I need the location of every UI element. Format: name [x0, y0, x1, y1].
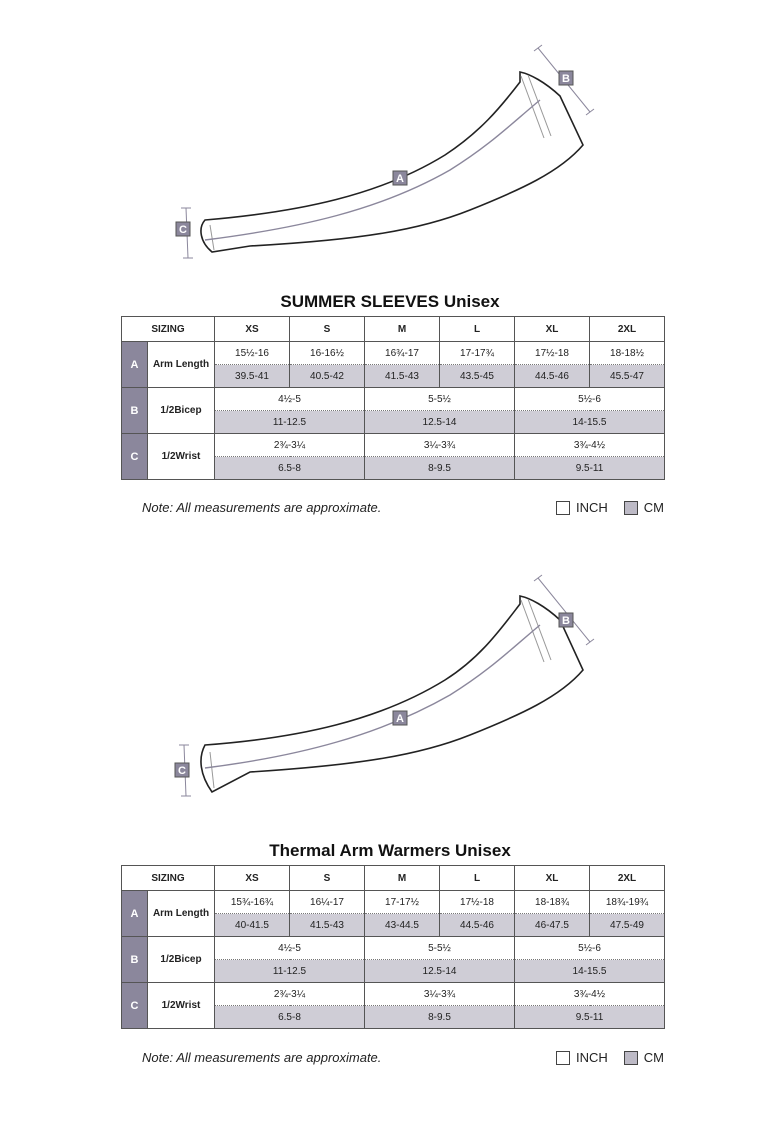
cm-cell: 41.5-43	[290, 914, 365, 937]
inch-cell: 3¼-3¾	[365, 434, 515, 457]
inch-swatch	[556, 501, 570, 515]
cm-cell: 6.5-8	[215, 457, 365, 480]
inch-cell: 4½-5	[215, 937, 365, 960]
row-letter: B	[122, 937, 148, 983]
svg-text:A: A	[396, 713, 404, 725]
col-header: 2XL	[590, 866, 665, 891]
svg-text:C: C	[179, 224, 187, 236]
cm-cell: 9.5-11	[515, 1006, 665, 1029]
cm-cell: 12.5-14	[365, 411, 515, 434]
cm-swatch	[624, 501, 638, 515]
col-header: S	[290, 317, 365, 342]
col-header: M	[365, 317, 440, 342]
col-header: L	[440, 317, 515, 342]
summer-size-table	[121, 316, 665, 480]
row-letter: B	[122, 388, 148, 434]
thermal-note: Note: All measurements are approximate.	[142, 1050, 382, 1065]
sleeve-outline	[201, 72, 583, 252]
cm-legend-label: CM	[643, 500, 664, 515]
row-label: 1/2Bicep	[148, 388, 215, 434]
inch-cell: 17-17¾	[440, 342, 515, 365]
col-header: XL	[515, 866, 590, 891]
inch-cell: 18-18¾	[515, 891, 590, 914]
cm-cell: 8-9.5	[365, 457, 515, 480]
cm-cell: 41.5-43	[365, 365, 440, 388]
col-header: S	[290, 866, 365, 891]
row-label: 1/2Bicep	[148, 937, 215, 983]
inch-legend-label: INCH	[576, 1050, 608, 1065]
cm-cell: 6.5-8	[215, 1006, 365, 1029]
svg-text:A: A	[396, 173, 404, 185]
cm-cell: 9.5-11	[515, 457, 665, 480]
inch-swatch	[556, 1051, 570, 1065]
inch-cell: 3¼-3¾	[365, 983, 515, 1006]
inch-cell: 2¾-3¼	[215, 983, 365, 1006]
row-label: Arm Length	[148, 342, 215, 388]
cm-cell: 43-44.5	[365, 914, 440, 937]
summer-sleeve-diagram	[0, 20, 780, 290]
inch-cell: 17½-18	[440, 891, 515, 914]
inch-cell: 18¾-19¾	[590, 891, 665, 914]
svg-text:B: B	[562, 615, 570, 627]
sleeve-outline	[201, 596, 583, 792]
cm-cell: 44.5-46	[515, 365, 590, 388]
svg-text:C: C	[178, 765, 186, 777]
summer-note: Note: All measurements are approximate.	[142, 500, 382, 515]
inch-cell: 5½-6	[515, 937, 665, 960]
row-label: 1/2Wrist	[148, 434, 215, 480]
cm-cell: 11-12.5	[215, 960, 365, 983]
inch-cell: 3¾-4½	[515, 983, 665, 1006]
inch-cell: 2¾-3¼	[215, 434, 365, 457]
col-header: L	[440, 866, 515, 891]
cm-cell: 47.5-49	[590, 914, 665, 937]
inch-cell: 17-17½	[365, 891, 440, 914]
inch-cell: 5-5½	[365, 937, 515, 960]
row-letter: C	[122, 434, 148, 480]
inch-cell: 5½-6	[515, 388, 665, 411]
cm-cell: 39.5-41	[215, 365, 290, 388]
cm-cell: 40-41.5	[215, 914, 290, 937]
inch-cell: 3¾-4½	[515, 434, 665, 457]
cm-cell: 14-15.5	[515, 411, 665, 434]
summer-legend	[556, 500, 664, 515]
inch-cell: 5-5½	[365, 388, 515, 411]
col-header: XL	[515, 317, 590, 342]
cm-cell: 40.5-42	[290, 365, 365, 388]
col-header: XS	[215, 317, 290, 342]
inch-cell: 15½-16	[215, 342, 290, 365]
cm-cell: 11-12.5	[215, 411, 365, 434]
cm-cell: 46-47.5	[515, 914, 590, 937]
thermal-sleeve-diagram	[0, 570, 780, 840]
inch-cell: 16-16½	[290, 342, 365, 365]
inch-cell: 15¾-16¾	[215, 891, 290, 914]
inch-legend-label: INCH	[576, 500, 608, 515]
cm-cell: 8-9.5	[365, 1006, 515, 1029]
inch-cell: 18-18½	[590, 342, 665, 365]
inch-cell: 4½-5	[215, 388, 365, 411]
thermal-title: Thermal Arm Warmers Unisex	[269, 841, 511, 860]
thermal-size-table	[121, 865, 665, 1029]
row-label: 1/2Wrist	[148, 983, 215, 1029]
cm-cell: 12.5-14	[365, 960, 515, 983]
inch-cell: 16¾-17	[365, 342, 440, 365]
summer-title: SUMMER SLEEVES Unisex	[280, 292, 500, 311]
row-letter: A	[122, 342, 148, 388]
cm-cell: 14-15.5	[515, 960, 665, 983]
svg-text:B: B	[562, 73, 570, 85]
row-letter: C	[122, 983, 148, 1029]
cm-swatch	[624, 1051, 638, 1065]
inch-cell: 17½-18	[515, 342, 590, 365]
col-header: 2XL	[590, 317, 665, 342]
row-letter: A	[122, 891, 148, 937]
col-header: XS	[215, 866, 290, 891]
inch-cell: 16¼-17	[290, 891, 365, 914]
cm-legend-label: CM	[643, 1050, 664, 1065]
cm-cell: 45.5-47	[590, 365, 665, 388]
cm-cell: 44.5-46	[440, 914, 515, 937]
cm-cell: 43.5-45	[440, 365, 515, 388]
col-header: SIZING	[122, 317, 215, 342]
col-header: SIZING	[122, 866, 215, 891]
row-label: Arm Length	[148, 891, 215, 937]
thermal-legend	[556, 1050, 664, 1065]
col-header: M	[365, 866, 440, 891]
